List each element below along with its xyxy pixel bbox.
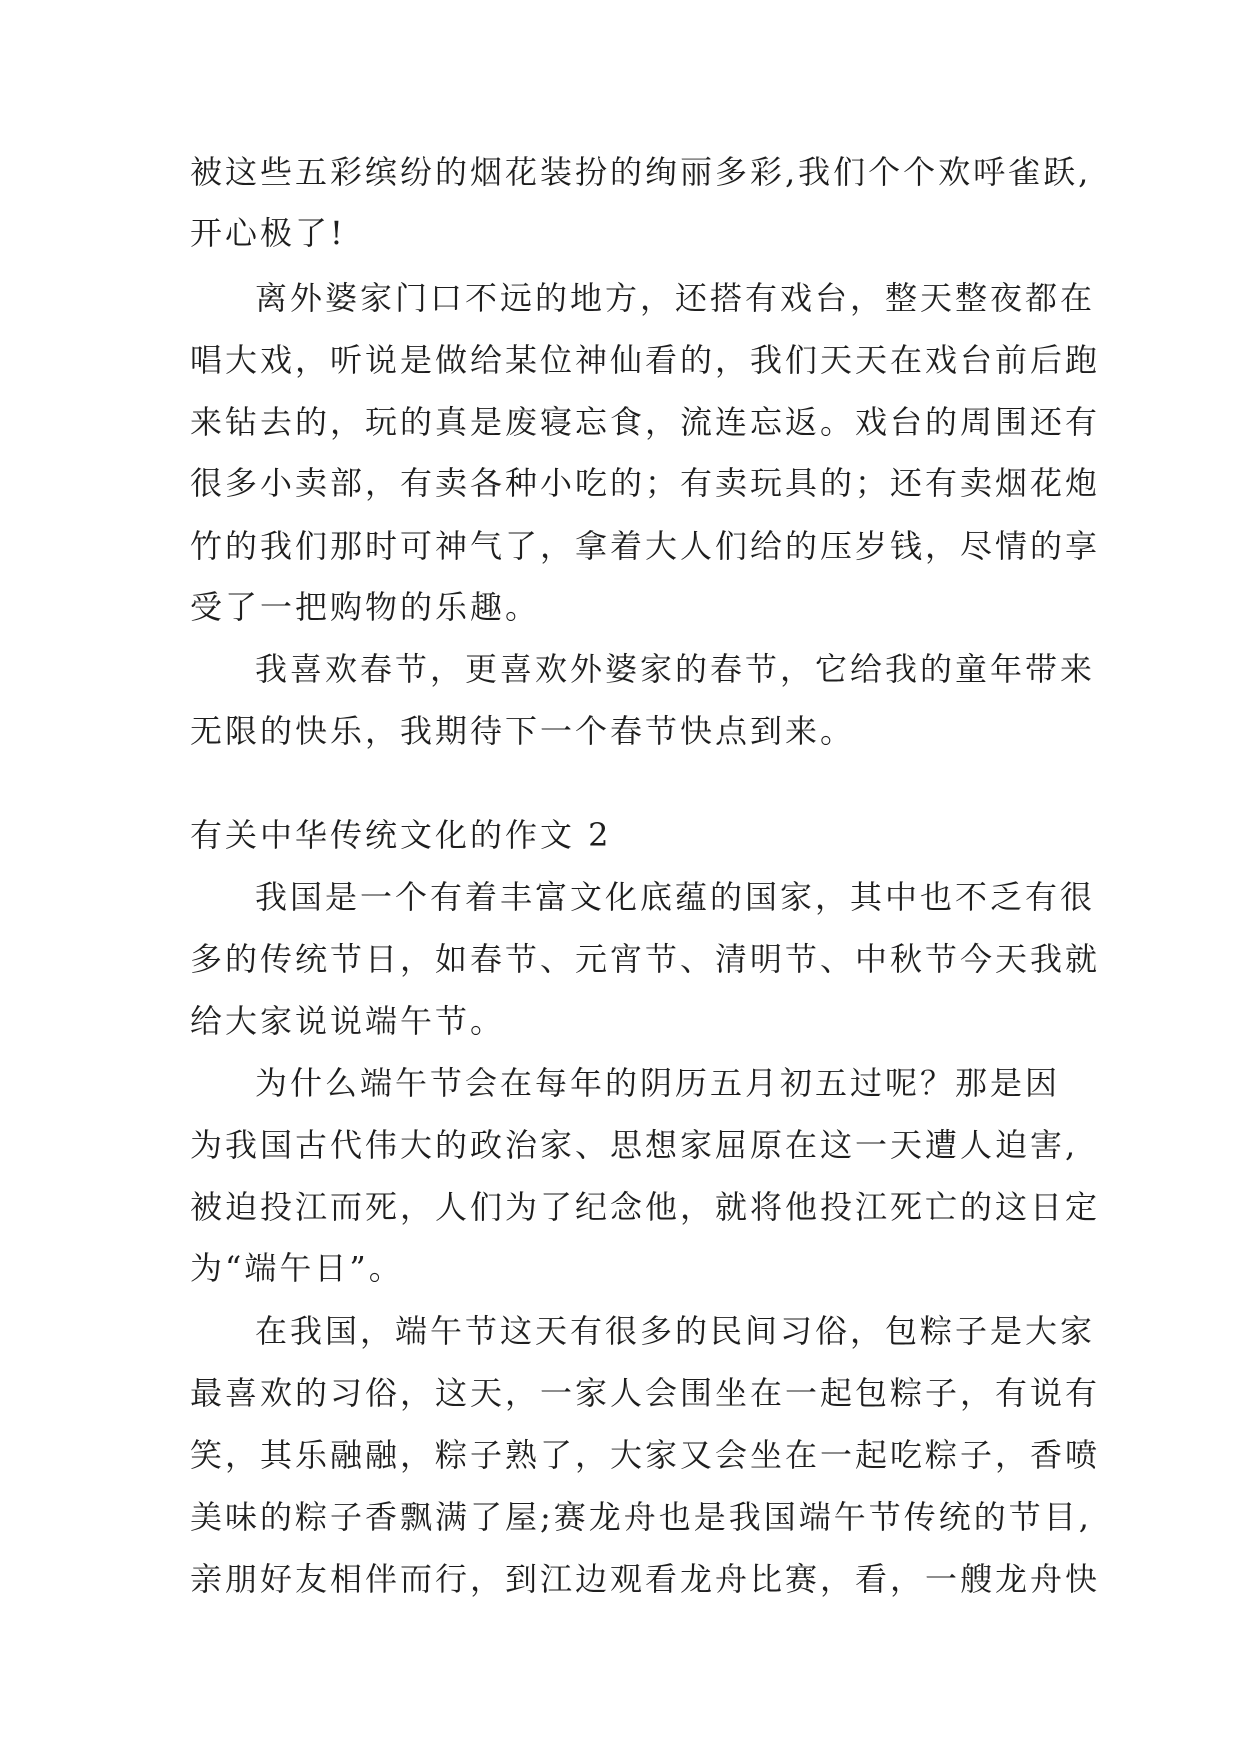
text-line: 很多小卖部，有卖各种小吃的；有卖玩具的；还有卖烟花炮 bbox=[190, 464, 1101, 502]
text-line: 被迫投江而死，人们为了纪念他，就将他投江死亡的这日定 bbox=[190, 1188, 1101, 1226]
section-heading: 有关中华传统文化的作文 2 bbox=[190, 816, 612, 854]
text-line: 笑，其乐融融，粽子熟了，大家又会坐在一起吃粽子，香喷 bbox=[190, 1436, 1101, 1474]
text-line: 无限的快乐，我期待下一个春节快点到来。 bbox=[190, 712, 856, 750]
paragraph-first-line: 为什么端午节会在每年的阴历五月初五过呢？那是因 bbox=[255, 1064, 1061, 1102]
text-line: 被这些五彩缤纷的烟花装扮的绚丽多彩,我们个个欢呼雀跃, bbox=[190, 153, 1092, 191]
paragraph-first-line: 离外婆家门口不远的地方，还搭有戏台，整天整夜都在 bbox=[255, 279, 1096, 317]
text-line: 竹的我们那时可神气了，拿着大人们给的压岁钱，尽情的享 bbox=[190, 527, 1101, 565]
paragraph-first-line: 我国是一个有着丰富文化底蕴的国家，其中也不乏有很 bbox=[255, 878, 1096, 916]
text-line: 给大家说说端午节。 bbox=[190, 1002, 506, 1040]
text-line: 为我国古代伟大的政治家、思想家屈原在这一天遭人迫害, bbox=[190, 1126, 1079, 1164]
text-line: 开心极了! bbox=[190, 214, 346, 252]
text-line: 最喜欢的习俗，这天，一家人会围坐在一起包粽子，有说有 bbox=[190, 1374, 1101, 1412]
text-line: 为“端午日”。 bbox=[190, 1249, 404, 1287]
text-line: 受了一把购物的乐趣。 bbox=[190, 588, 541, 626]
text-line: 来钻去的，玩的真是废寝忘食，流连忘返。戏台的周围还有 bbox=[190, 403, 1101, 441]
text-line: 美味的粽子香飘满了屋;赛龙舟也是我国端午节传统的节目, bbox=[190, 1498, 1092, 1536]
text-line: 多的传统节日，如春节、元宵节、清明节、中秋节今天我就 bbox=[190, 940, 1101, 978]
text-line: 唱大戏，听说是做给某位神仙看的，我们天天在戏台前后跑 bbox=[190, 341, 1101, 379]
text-line: 亲朋好友相伴而行，到江边观看龙舟比赛，看，一艘龙舟快 bbox=[190, 1560, 1101, 1598]
paragraph-first-line: 在我国，端午节这天有很多的民间习俗，包粽子是大家 bbox=[255, 1312, 1096, 1350]
paragraph-first-line: 我喜欢春节，更喜欢外婆家的春节，它给我的童年带来 bbox=[255, 650, 1096, 688]
